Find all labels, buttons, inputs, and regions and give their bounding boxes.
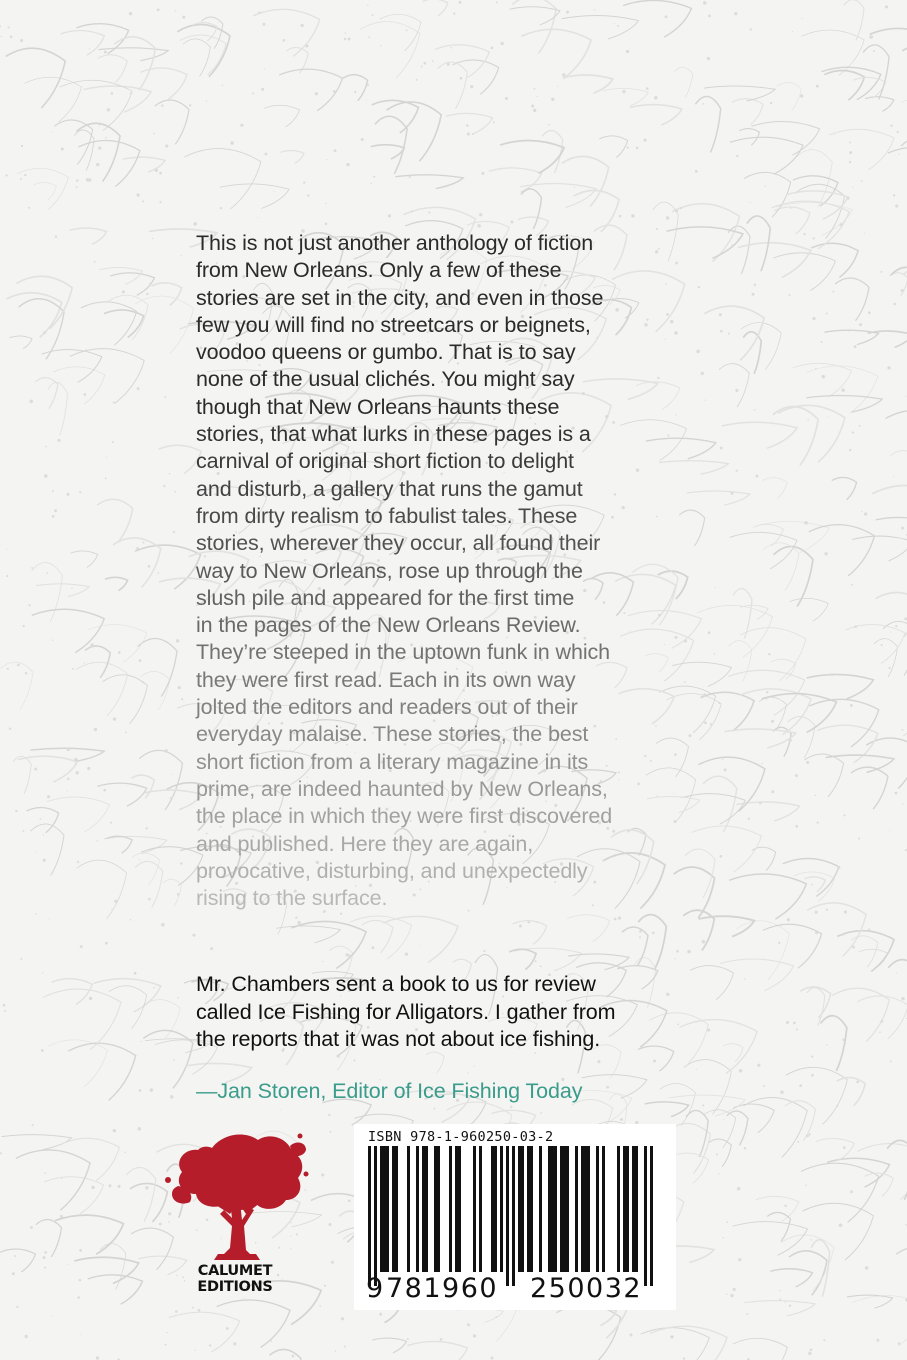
blurb-line: carnival of original short fiction to delight	[196, 449, 574, 474]
blurb-line: prime, are indeed haunted by New Orleans,	[196, 776, 608, 801]
quote-attribution: —Jan Storen, Editor of Ice Fishing Today	[196, 1079, 583, 1103]
blurb-line: in the pages of the New Orleans Review.	[196, 613, 581, 638]
publisher-name-line2: EDITIONS	[197, 1279, 273, 1295]
blurb-line: way to New Orleans, rose up through the	[196, 558, 583, 583]
blurb-line: from New Orleans. Only a few of these	[196, 258, 562, 283]
publisher-logo	[160, 1128, 310, 1303]
blurb-line: This is not just another anthology of fiction	[196, 231, 594, 255]
blurb-line: everyday malaise. These stories, the best	[196, 722, 589, 747]
quote-line: the reports that it was not about ice fishing.	[196, 1027, 601, 1051]
red-tree-icon	[160, 1128, 310, 1268]
blurb-line: though that New Orleans haunts these	[196, 394, 560, 419]
review-quote	[196, 971, 676, 1054]
blurb-line: they were first read. Each in its own way	[196, 667, 576, 692]
isbn-barcode	[354, 1124, 676, 1310]
quote-line: Mr. Chambers sent a book to us for review	[196, 972, 596, 996]
barcode-digits-left: 781960	[386, 1273, 499, 1304]
blurb-line: provocative, disturbing, and unexpectedly	[196, 858, 588, 883]
blurb-line: stories, wherever they occur, all found their	[196, 531, 601, 556]
blurb-line: jolted the editors and readers out of their	[196, 695, 578, 720]
publisher-name-line1: CALUMET	[197, 1263, 273, 1279]
blurb-line: voodoo queens or gumbo. That is to say	[196, 340, 576, 365]
blurb-line: few you will find no streetcars or beignets,	[196, 312, 591, 337]
isbn-label: ISBN 978-1-960250-03-2	[368, 1129, 554, 1145]
barcode-digit-first: 9	[366, 1273, 384, 1304]
barcode-digits-right: 250032	[530, 1273, 643, 1304]
blurb-line: short fiction from a literary magazine in its	[196, 749, 589, 774]
blurb-line: the place in which they were first discovered	[196, 804, 613, 829]
blurb-line: and disturb, a gallery that runs the gamut	[196, 476, 583, 501]
blurb-line: from dirty realism to fabulist tales. These	[196, 503, 578, 528]
blurb-line: slush pile and appeared for the first time	[196, 585, 575, 610]
blurb-line: none of the usual clichés. You might say	[196, 367, 575, 392]
blurb-line: rising to the surface.	[196, 886, 388, 911]
quote-line: called Ice Fishing for Alligators. I gather from	[196, 999, 616, 1024]
back-cover-blurb	[196, 230, 676, 912]
blurb-line: stories are set in the city, and even in those	[196, 285, 604, 310]
blurb-line: and published. Here they are again,	[196, 831, 534, 856]
blurb-line: They’re steeped in the uptown funk in which	[196, 640, 611, 665]
blurb-line: stories, that what lurks in these pages is a	[196, 422, 591, 447]
